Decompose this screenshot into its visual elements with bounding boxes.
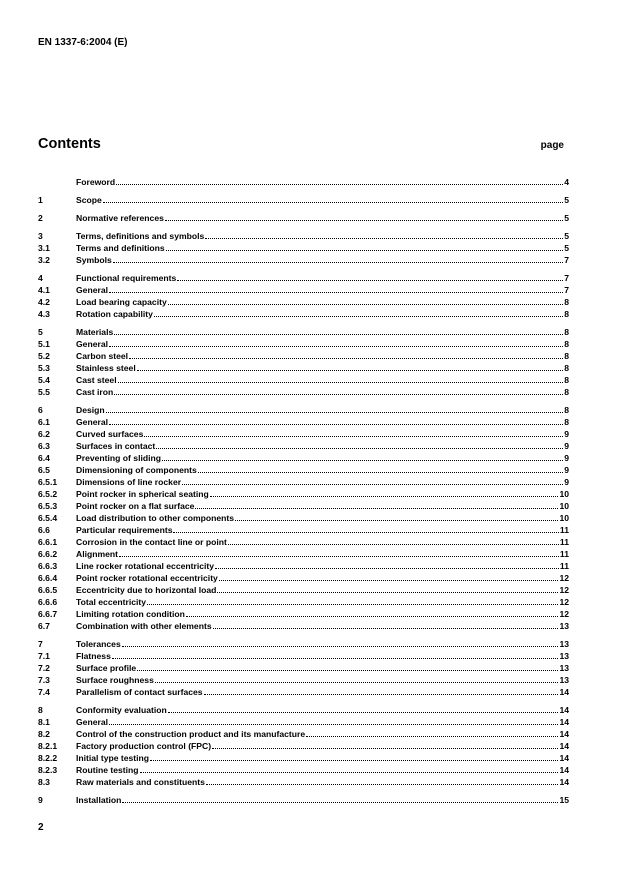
toc-entry-page: 7 [564,255,569,265]
toc-entry[interactable] [38,584,569,596]
toc-entry-title: Point rocker in spherical seating [76,489,209,499]
toc-entry[interactable] [38,284,569,296]
toc-entry-number: 4.2 [38,297,50,307]
toc-entry-number: 6.5.4 [38,513,58,523]
toc-dot-leader [204,686,559,695]
toc-entry-title: Control of the construction product and its manufacture [76,729,306,739]
toc-entry-title: Functional requirements [76,273,177,283]
toc-dot-leader [206,776,558,785]
toc-dot-leader [106,404,564,413]
toc-dot-leader [122,638,559,647]
toc-entry-number: 2 [38,213,43,223]
toc-entry[interactable] [38,728,569,740]
toc-dot-leader [205,230,563,239]
toc-entry-title: General [76,717,109,727]
toc-entry-page: 13 [559,639,569,649]
toc-dot-leader [116,176,563,185]
toc-entry-title: Carbon steel [76,351,129,361]
toc-entry-title: General [76,417,109,427]
toc-entry-page: 14 [559,687,569,697]
toc-dot-leader [177,272,563,281]
toc-entry-title: General [76,285,109,295]
toc-dot-leader [109,284,563,293]
toc-entry-number: 7.1 [38,651,50,661]
toc-dot-leader [112,650,559,659]
toc-entry-page: 11 [559,537,569,547]
toc-entry-page: 9 [564,453,569,463]
toc-dot-leader [228,536,559,545]
toc-entry-number: 4.1 [38,285,50,295]
toc-entry-title: Dimensions of line rocker [76,477,182,487]
toc-entry-page: 14 [559,753,569,763]
toc-dot-leader [173,524,558,533]
toc-entry-number: 6.6.1 [38,537,58,547]
toc-dot-leader [129,350,563,359]
toc-entry-title: Preventing of sliding [76,453,161,463]
toc-entry[interactable] [38,440,569,452]
toc-dot-leader [154,308,563,317]
toc-entry-title: Combination with other elements [76,621,212,631]
toc-entry-number: 6.7 [38,621,50,631]
toc-entry[interactable] [38,764,569,776]
toc-entry[interactable] [38,230,569,242]
toc-entry[interactable] [38,674,569,686]
toc-entry-page: 5 [564,231,569,241]
toc-entry-page: 14 [559,741,569,751]
toc-dot-leader [186,608,559,617]
toc-entry-title: Load distribution to other components [76,513,235,523]
toc-entry[interactable] [38,242,569,254]
toc-dot-leader [182,476,563,485]
toc-dot-leader [166,242,564,251]
toc-entry-title: Load bearing capacity [76,297,167,307]
toc-entry-page: 8 [564,363,569,373]
toc-entry-title: Scope [76,195,102,205]
toc-entry-page: 15 [559,795,569,805]
toc-entry-number: 6.6.5 [38,585,58,595]
toc-entry[interactable] [38,662,569,674]
toc-entry-title: Alignment [76,549,119,559]
toc-entry-number: 8.2.3 [38,765,58,775]
toc-entry[interactable] [38,776,569,788]
toc-entry-number: 4.3 [38,309,50,319]
toc-entry[interactable] [38,416,569,428]
toc-dot-leader [198,464,563,473]
toc-entry-page: 5 [564,213,569,223]
page-number: 2 [38,822,44,833]
toc-entry-page: 12 [559,609,569,619]
toc-entry-title: Rotation capability [76,309,153,319]
toc-entry[interactable] [38,752,569,764]
toc-entry-page: 9 [564,441,569,451]
toc-entry-page: 14 [559,717,569,727]
toc-entry[interactable] [38,686,569,698]
toc-entry-page: 8 [564,387,569,397]
toc-entry-title: Stainless steel [76,363,136,373]
toc-entry-number: 6.6.2 [38,549,58,559]
toc-dot-leader [213,620,559,629]
toc-entry-number: 6.5.3 [38,501,58,511]
toc-entry[interactable] [38,512,569,524]
toc-entry-page: 14 [559,705,569,715]
toc-entry-title: Particular requirements [76,525,173,535]
toc-entry[interactable] [38,548,569,560]
toc-dot-leader [155,674,559,683]
toc-dot-leader [122,794,558,803]
toc-entry[interactable] [38,716,569,728]
toc-entry-page: 8 [564,375,569,385]
page-title: Contents [38,136,101,152]
toc-dot-leader [219,572,559,581]
toc-entry[interactable] [38,362,569,374]
toc-entry-page: 12 [559,573,569,583]
toc-entry-title: Surface roughness [76,675,154,685]
toc-entry-page: 10 [559,489,569,499]
toc-entry-title: Materials [76,327,114,337]
toc-entry[interactable] [38,374,569,386]
toc-dot-leader [109,416,563,425]
toc-entry-page: 9 [564,429,569,439]
toc-entry-page: 7 [564,285,569,295]
toc-entry-title: Initial type testing [76,753,150,763]
toc-dot-leader [165,212,563,221]
toc-entry-page: 11 [559,549,569,559]
toc-entry-page: 8 [564,327,569,337]
toc-entry-number: 6.3 [38,441,50,451]
toc-dot-leader [162,452,563,461]
toc-entry-title: Eccentricity due to horizontal load [76,585,217,595]
toc-dot-leader [113,254,563,263]
document-id: EN 1337-6:2004 (E) [38,37,128,48]
toc-entry-title: Curved surfaces [76,429,144,439]
toc-entry-title: Normative references [76,213,164,223]
toc-entry-page: 14 [559,777,569,787]
toc-entry-title: Raw materials and constituents [76,777,205,787]
toc-dot-leader [215,560,559,569]
toc-dot-leader [114,326,563,335]
toc-entry-page: 8 [564,309,569,319]
toc-entry[interactable] [38,194,569,206]
toc-entry[interactable] [38,794,569,806]
toc-entry-title: Symbols [76,255,112,265]
toc-entry-title: Design [76,405,105,415]
toc-entry-title: Foreword [76,177,116,187]
toc-entry-page: 8 [564,351,569,361]
toc-entry-page: 14 [559,765,569,775]
toc-entry-page: 4 [564,177,569,187]
toc-entry-title: Line rocker rotational eccentricity [76,561,215,571]
toc-entry-page: 13 [559,663,569,673]
toc-dot-leader [109,338,563,347]
toc-entry[interactable] [38,524,569,536]
toc-entry-number: 6 [38,405,43,415]
toc-dot-leader [212,740,558,749]
toc-entry[interactable] [38,596,569,608]
toc-entry[interactable] [38,500,569,512]
page-column-label: page [540,140,564,151]
toc-dot-leader [140,764,559,773]
toc-entry-page: 10 [559,501,569,511]
toc-entry-page: 14 [559,729,569,739]
toc-entry-number: 6.4 [38,453,50,463]
toc-dot-leader [109,716,558,725]
toc-entry-page: 5 [564,195,569,205]
toc-entry-number: 3.1 [38,243,50,253]
toc-entry[interactable] [38,476,569,488]
toc-entry-number: 7.3 [38,675,50,685]
toc-entry-number: 7.2 [38,663,50,673]
toc-entry-number: 7.4 [38,687,50,697]
toc-dot-leader [144,428,563,437]
toc-entry-page: 7 [564,273,569,283]
toc-entry[interactable] [38,608,569,620]
toc-entry-number: 6.5.2 [38,489,58,499]
toc-entry-page: 9 [564,465,569,475]
toc-entry-title: Conformity evaluation [76,705,167,715]
toc-entry-number: 6.2 [38,429,50,439]
toc-entry[interactable] [38,536,569,548]
toc-entry-number: 5.2 [38,351,50,361]
toc-dot-leader [217,584,558,593]
toc-entry-title: Terms and definitions [76,243,165,253]
toc-entry[interactable] [38,254,569,266]
toc-entry[interactable] [38,296,569,308]
toc-entry-title: Flatness [76,651,111,661]
toc-entry[interactable] [38,638,569,650]
toc-entry-number: 6.1 [38,417,50,427]
toc-entry-number: 6.5 [38,465,50,475]
toc-entry-page: 8 [564,339,569,349]
toc-entry-title: Installation [76,795,122,805]
toc-entry-number: 8.3 [38,777,50,787]
toc-dot-leader [103,194,563,203]
toc-entry-title: Corrosion in the contact line or point [76,537,227,547]
toc-entry-title: Point rocker on a flat surface [76,501,195,511]
toc-entry-title: Parallelism of contact surfaces [76,687,203,697]
toc-entry[interactable] [38,650,569,662]
toc-entry-page: 13 [559,621,569,631]
toc-dot-leader [195,500,558,509]
toc-entry[interactable] [38,740,569,752]
toc-entry-number: 8.1 [38,717,50,727]
toc-entry-title: General [76,339,109,349]
toc-entry[interactable] [38,428,569,440]
toc-entry-page: 12 [559,597,569,607]
toc-entry-number: 6.6.6 [38,597,58,607]
toc-entry[interactable] [38,620,569,632]
toc-entry[interactable] [38,272,569,284]
toc-entry-number: 9 [38,795,43,805]
toc-entry-number: 6.6.3 [38,561,58,571]
toc-entry[interactable] [38,404,569,416]
toc-entry-page: 13 [559,675,569,685]
toc-entry-number: 8 [38,705,43,715]
toc-entry-number: 3 [38,231,43,241]
toc-entry-number: 5.5 [38,387,50,397]
toc-entry-page: 11 [559,525,569,535]
toc-entry-number: 3.2 [38,255,50,265]
toc-dot-leader [168,296,563,305]
toc-dot-leader [119,548,559,557]
toc-dot-leader [150,752,558,761]
toc-dot-leader [156,440,563,449]
toc-entry[interactable] [38,560,569,572]
toc-entry-number: 7 [38,639,43,649]
toc-entry-number: 8.2.1 [38,741,58,751]
toc-entry-page: 9 [564,477,569,487]
toc-dot-leader [306,728,558,737]
toc-entry-number: 6.6.4 [38,573,58,583]
toc-dot-leader [168,704,559,713]
toc-entry-page: 12 [559,585,569,595]
toc-entry-number: 8.2 [38,729,50,739]
table-of-contents [38,176,569,806]
toc-entry-title: Surfaces in contact [76,441,156,451]
toc-entry-number: 4 [38,273,43,283]
toc-entry-number: 6.6.7 [38,609,58,619]
toc-entry-title: Point rocker rotational eccentricity [76,573,218,583]
toc-entry-title: Factory production control (FPC) [76,741,212,751]
toc-entry-page: 8 [564,297,569,307]
toc-entry[interactable] [38,212,569,224]
toc-entry-number: 8.2.2 [38,753,58,763]
toc-entry-title: Total eccentricity [76,597,147,607]
toc-entry[interactable] [38,338,569,350]
toc-entry-title: Limiting rotation condition [76,609,185,619]
toc-dot-leader [137,662,558,671]
toc-entry-page: 11 [559,561,569,571]
toc-entry-title: Surface profile [76,663,137,673]
toc-entry-page: 13 [559,651,569,661]
toc-entry-title: Dimensioning of components [76,465,197,475]
toc-dot-leader [210,488,559,497]
toc-entry[interactable] [38,704,569,716]
toc-entry-number: 5.1 [38,339,50,349]
toc-entry-page: 5 [564,243,569,253]
toc-dot-leader [147,596,558,605]
toc-entry-number: 6.5.1 [38,477,58,487]
toc-entry[interactable] [38,350,569,362]
toc-entry-title: Routine testing [76,765,139,775]
toc-dot-leader [137,362,564,371]
toc-entry[interactable] [38,326,569,338]
toc-entry-title: Cast iron [76,387,114,397]
toc-entry-number: 5 [38,327,43,337]
toc-entry[interactable] [38,308,569,320]
toc-entry[interactable] [38,452,569,464]
toc-entry-page: 8 [564,417,569,427]
toc-entry[interactable] [38,572,569,584]
toc-entry-title: Tolerances [76,639,121,649]
toc-entry-number: 5.4 [38,375,50,385]
toc-entry[interactable] [38,386,569,398]
toc-entry-page: 10 [559,513,569,523]
toc-dot-leader [114,386,563,395]
toc-entry-number: 6.6 [38,525,50,535]
toc-entry[interactable] [38,464,569,476]
toc-entry[interactable] [38,176,569,188]
toc-dot-leader [118,374,564,383]
toc-entry[interactable] [38,488,569,500]
toc-entry-number: 5.3 [38,363,50,373]
toc-entry-page: 8 [564,405,569,415]
toc-entry-title: Cast steel [76,375,117,385]
toc-entry-title: Terms, definitions and symbols [76,231,205,241]
toc-dot-leader [235,512,558,521]
toc-entry-number: 1 [38,195,43,205]
